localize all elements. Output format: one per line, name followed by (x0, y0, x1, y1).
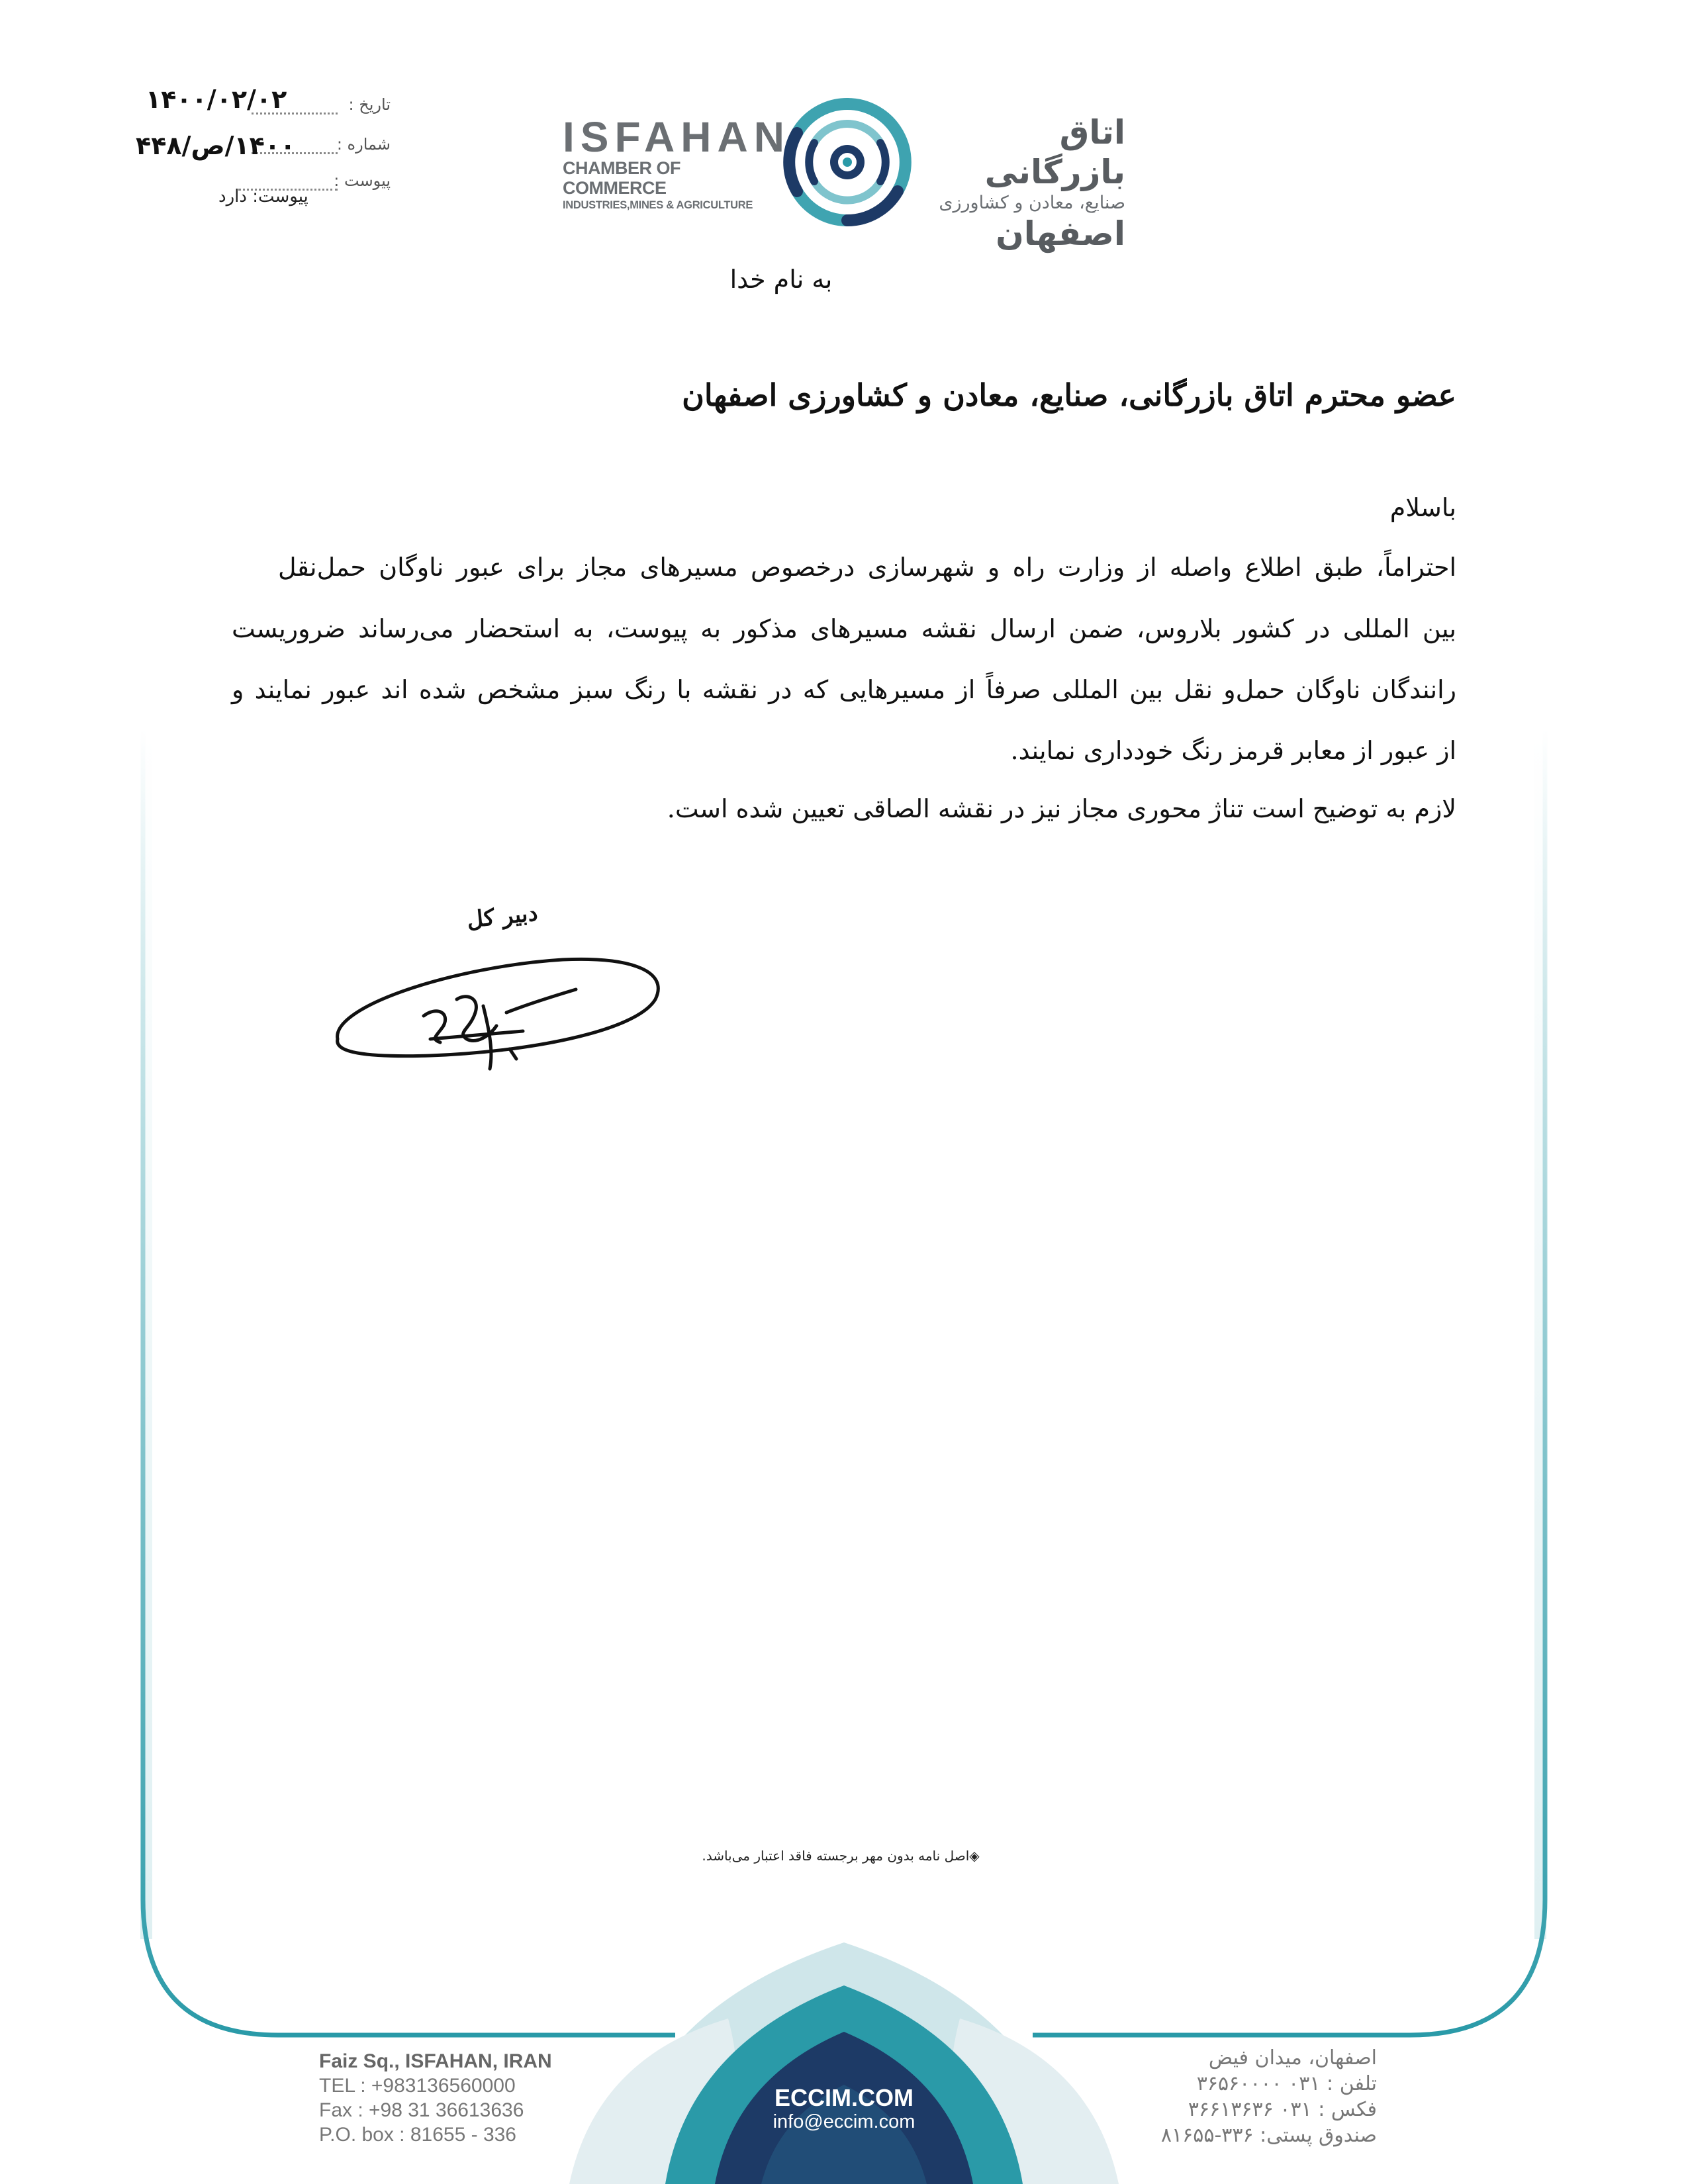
closing-line: لازم به توضیح است تناژ محوری مجاز نیز در نقشه الصاقی تعیین شده است. (667, 794, 1456, 823)
validity-footnote: ◈اصل نامه بدون مهر برجسته فاقد اعتبار می‌باشد. (702, 1848, 980, 1864)
letter-number-value: ۱۴۰۰/ص/۴۴۸ (136, 131, 296, 160)
body-line-3: رانندگان ناوگان حمل‌و نقل بین المللی صرفاً از مسیرهایی که در نقشه با رنگ سبز مشخص شده اند عبور نمایند و (232, 675, 1457, 704)
logo-persian-text: اتاق بازرگانی صنایع، معادن و کشاورزی اصفهان (939, 113, 1125, 253)
date-field (132, 86, 410, 126)
date-label: تاریخ : (348, 95, 391, 114)
email-link[interactable]: info@eccim.com (773, 2111, 915, 2132)
letter-number-field (132, 126, 410, 165)
body-line-4: از عبور از معابر قرمز رنگ خودداری نمایند. (1010, 736, 1456, 765)
chamber-logo-emblem-icon (774, 93, 920, 232)
signature-title: دبیر کل (465, 899, 539, 934)
letter-number-label: شماره : (336, 135, 391, 154)
logo-english-text: ISFAHAN CHAMBER OF COMMERCE INDUSTRIES,MINES & AGRICULTURE (563, 113, 790, 211)
attachment-label: پیوست : (334, 171, 391, 190)
salutation: باسلام (1389, 493, 1456, 522)
handwritten-signature (324, 927, 682, 1079)
attachment-value: پیوست: دارد (218, 187, 308, 206)
website-link[interactable]: ECCIM.COM (774, 2084, 914, 2111)
date-value: ۱۴۰۰/۰۲/۰۲ (146, 85, 287, 114)
body-line-1: احتراماً، طبق اطلاع واصله از وزارت راه و شهرسازی درخصوص مسیرهای مجاز برای عبور ناوگان حمل‌نقل (278, 553, 1456, 582)
recipient-heading: عضو محترم اتاق بازرگانی، صنایع، معادن و کشاورزی اصفهان (682, 377, 1456, 413)
footer-lotus-graphic (569, 1942, 1119, 2184)
basmala: به نام خدا (729, 265, 833, 294)
footer-contact-persian: اصفهان، میدان فیض تلفن : ۰۳۱ ۳۶۵۶۰۰۰۰ فکس : ۰۳۱ ۳۶۶۱۳۶۳۶ صندوق پستی: ۳۳۶-۸۱۶۵۵ (1160, 2046, 1377, 2147)
footer-contact-english: Faiz Sq., ISFAHAN, IRAN TEL : +983136560000 Fax : +98 31 36613636 P.O. box : 81655 - 336 (319, 2050, 552, 2146)
body-line-2: بین المللی در کشور بلاروس، ضمن ارسال نقشه مسیرهای مذکور به پیوست، به استحضار می‌رساند ضروریست (232, 614, 1456, 643)
footer-website[interactable] (761, 2085, 927, 2132)
